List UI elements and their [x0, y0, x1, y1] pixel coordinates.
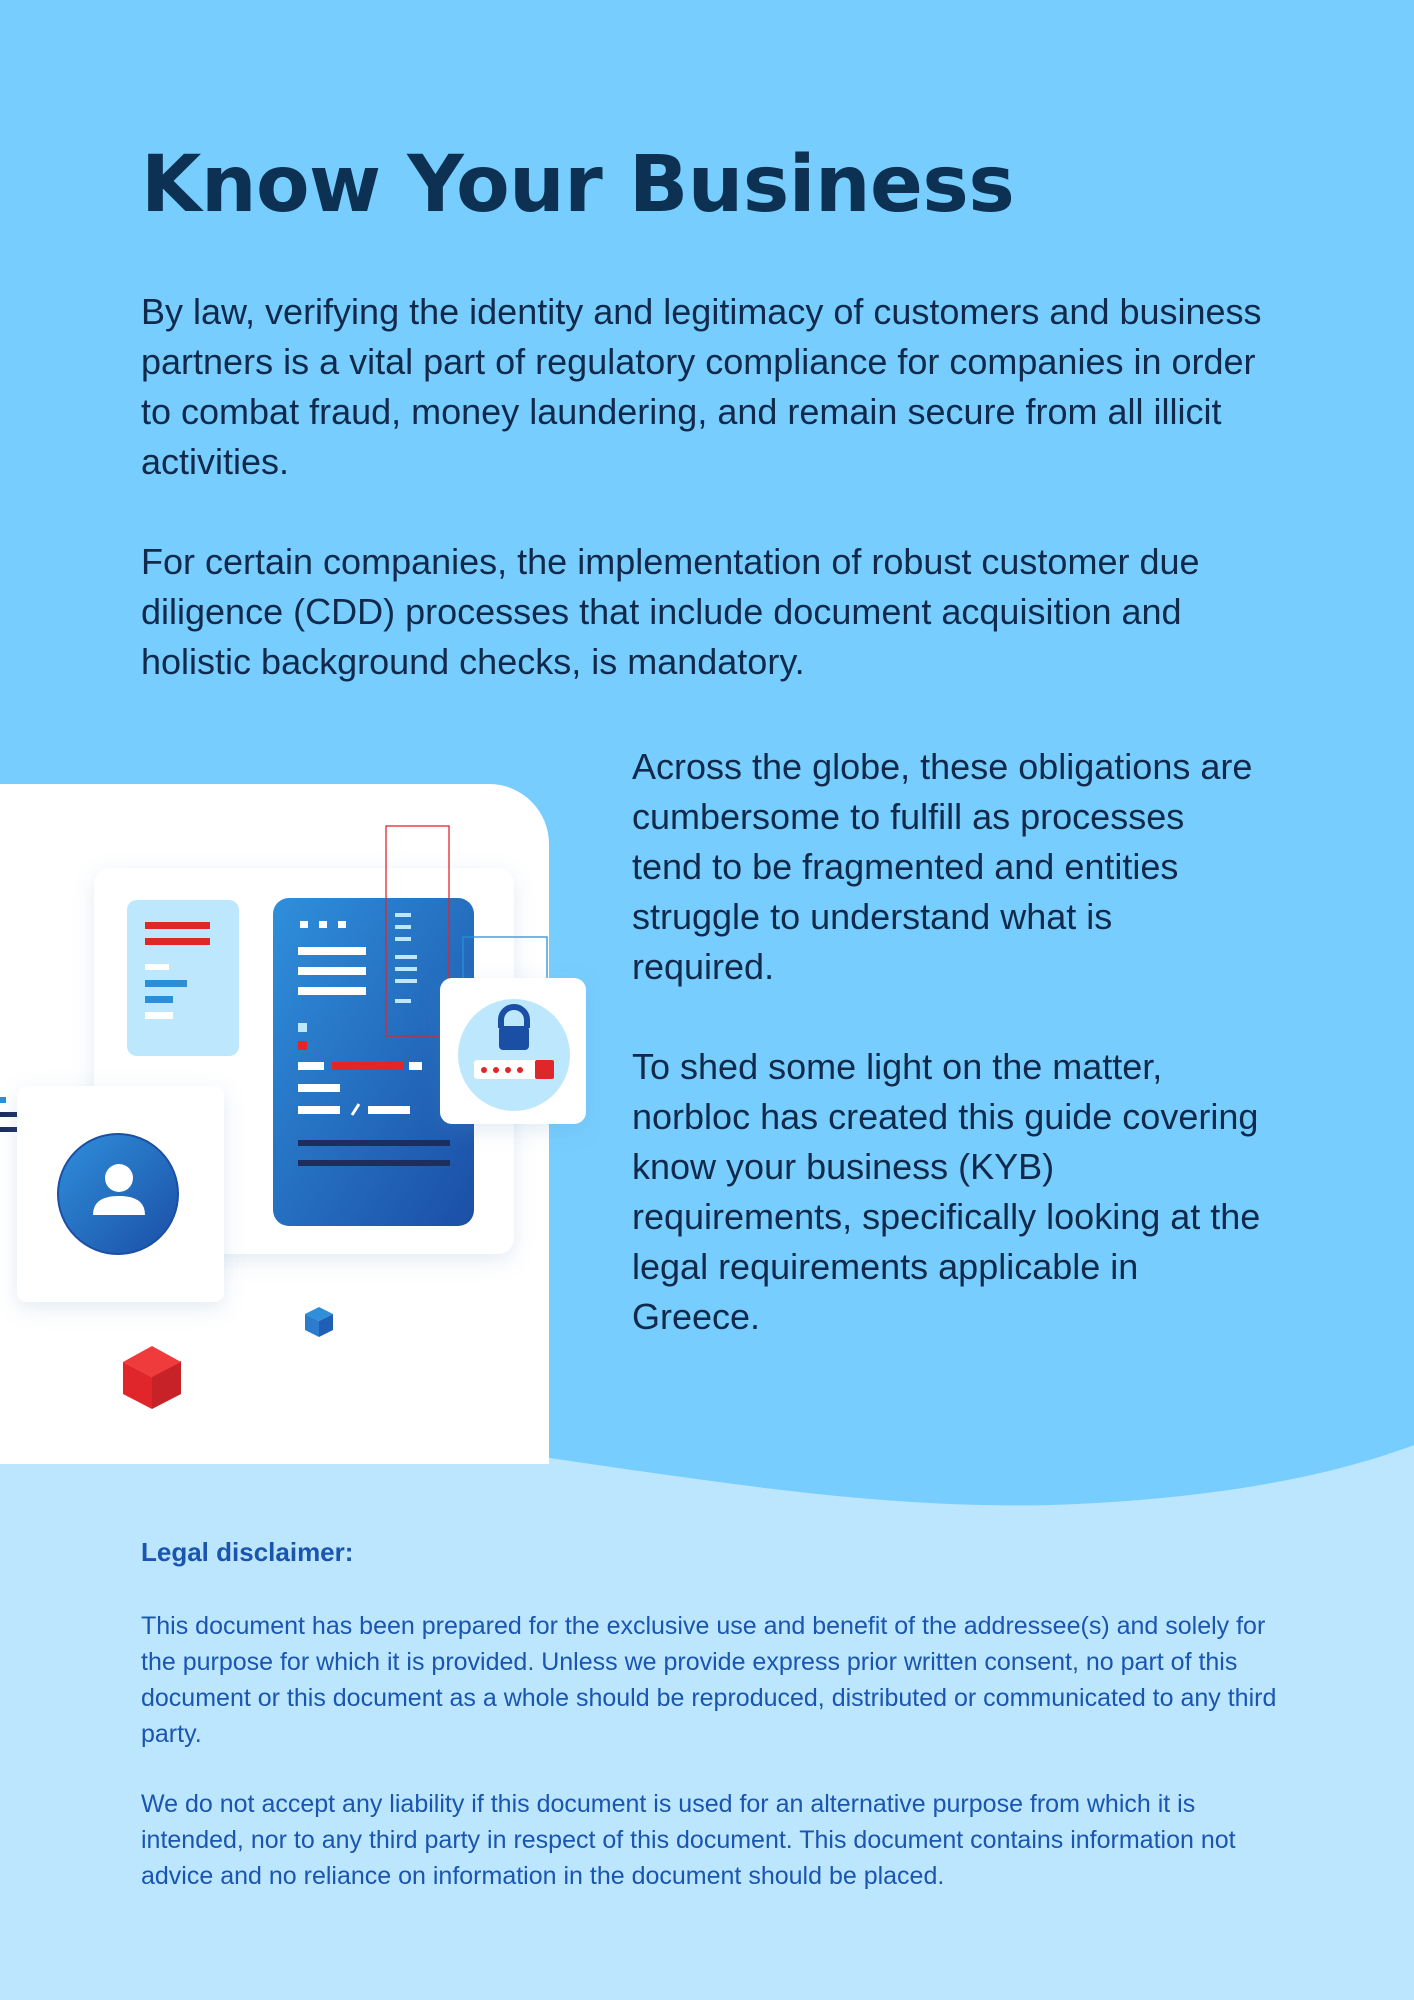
- page-title: Know Your Business: [141, 140, 1015, 230]
- disclaimer-paragraph-2: We do not accept any liability if this document is used for an alternative purpose from which it is intended, nor to any third party in respect of this document. This document contains information not advice and no reliance on information in the document should be placed.: [141, 1790, 1236, 1890]
- disclaimer-paragraph-1: This document has been prepared for the exclusive use and benefit of the addressee(s) and solely for the purpose for which it is provided. Unless we provide express prior written consent, no part of this document or this document as a whole should be reproduced, distributed or communicated to any third party.: [141, 1612, 1277, 1748]
- lock-icon: [440, 978, 586, 1124]
- document-icon: [127, 900, 239, 1056]
- intro-paragraph-4: To shed some light on the matter, norbloc has created this guide covering know your business (KYB) requirements, specifically looking at the legal requirements applicable in Greece.: [632, 1046, 1261, 1337]
- cube-icon: [305, 1307, 333, 1337]
- disclaimer-title: Legal disclaimer:: [141, 1537, 354, 1567]
- intro-paragraph-1: By law, verifying the identity and legitimacy of customers and business partners is a vital part of regulatory compliance for companies in order to combat fraud, money laundering, and remain secure from all illicit activities.: [141, 291, 1262, 482]
- red-cube-icon: [123, 1346, 181, 1409]
- intro-paragraph-3: Across the globe, these obligations are cumbersome to fulfill as processes tend to be fragmented and entities struggle to understand what is required.: [632, 746, 1253, 987]
- user-avatar-icon: [17, 1086, 224, 1302]
- intro-paragraph-2: For certain companies, the implementation of robust customer due diligence (CDD) processes that include document acquisition and holistic background checks, is mandatory.: [141, 541, 1200, 682]
- kyb-illustration: [0, 784, 600, 1484]
